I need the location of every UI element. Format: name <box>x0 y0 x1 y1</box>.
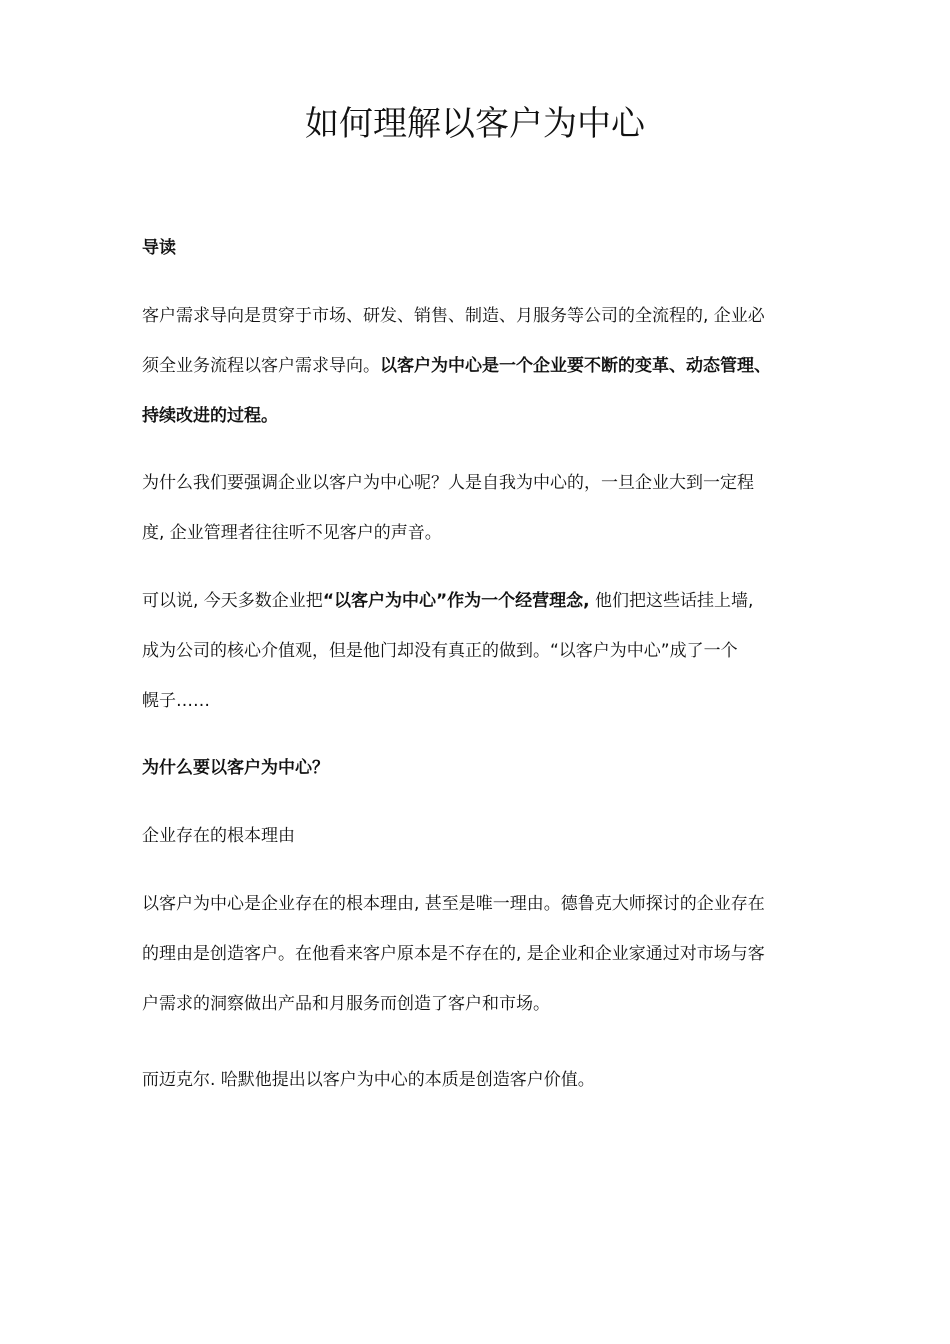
paragraph-customer-value <box>142 1055 810 1105</box>
paragraph-line: 的理由是创造客户。在他看来客户原本是不存在的, 是企业和企业家通过对市场与客 <box>142 944 765 964</box>
emphasis-text: “以客户为中心”作为一个经营理念, <box>322 591 590 611</box>
document-title: 如何理解以客户为中心 <box>305 104 645 144</box>
paragraph-fundamental-reason <box>142 879 810 1029</box>
paragraph-line: 度, 企业管理者往往听不见客户的声音。 <box>142 523 442 543</box>
paragraph-customer-demand <box>142 291 810 441</box>
paragraph-line: 可以说, 今天多数企业把“以客户为中心”作为一个经营理念, 他们把这些话挂上墙, <box>142 591 754 611</box>
emphasis-text: 持续改进的过程。 <box>142 406 278 426</box>
paragraph-line: 为什么我们要强调企业以客户为中心呢？人是自我为中心的，一旦企业大到一定程 <box>142 473 754 493</box>
paragraph-line: 幌子…… <box>142 691 210 711</box>
paragraph-line: 户需求的洞察做出产品和月服务而创造了客户和市场。 <box>142 994 550 1014</box>
paragraph-line: 而迈克尔. 哈默他提出以客户为中心的本质是创造客户价值。 <box>142 1070 595 1090</box>
subheading: 企业存在的根本理由 <box>142 826 295 846</box>
paragraph-line: 成为公司的核心介值观，但是他门却没有真正的做到。“以客户为中心”成了一个 <box>142 641 738 661</box>
paragraph-business-philosophy <box>142 576 810 726</box>
emphasis-text: 以客户为中心是一个企业要不断的变革、动态管理、 <box>380 356 771 376</box>
paragraph-line: 须全业务流程以客户需求导向。以客户为中心是一个企业要不断的变革、动态管理、 <box>142 356 771 376</box>
paragraph-line: 客户需求导向是贯穿于市场、研发、销售、制造、月服务等公司的全流程的, 企业必 <box>142 306 765 326</box>
section-heading: 为什么要以客户为中心？ <box>142 758 329 778</box>
paragraph-line: 以客户为中心是企业存在的根本理由, 甚至是唯一理由。德鲁克大师探讨的企业存在 <box>142 894 765 914</box>
intro-heading: 导读 <box>142 238 176 258</box>
paragraph-why-emphasize <box>142 458 810 558</box>
